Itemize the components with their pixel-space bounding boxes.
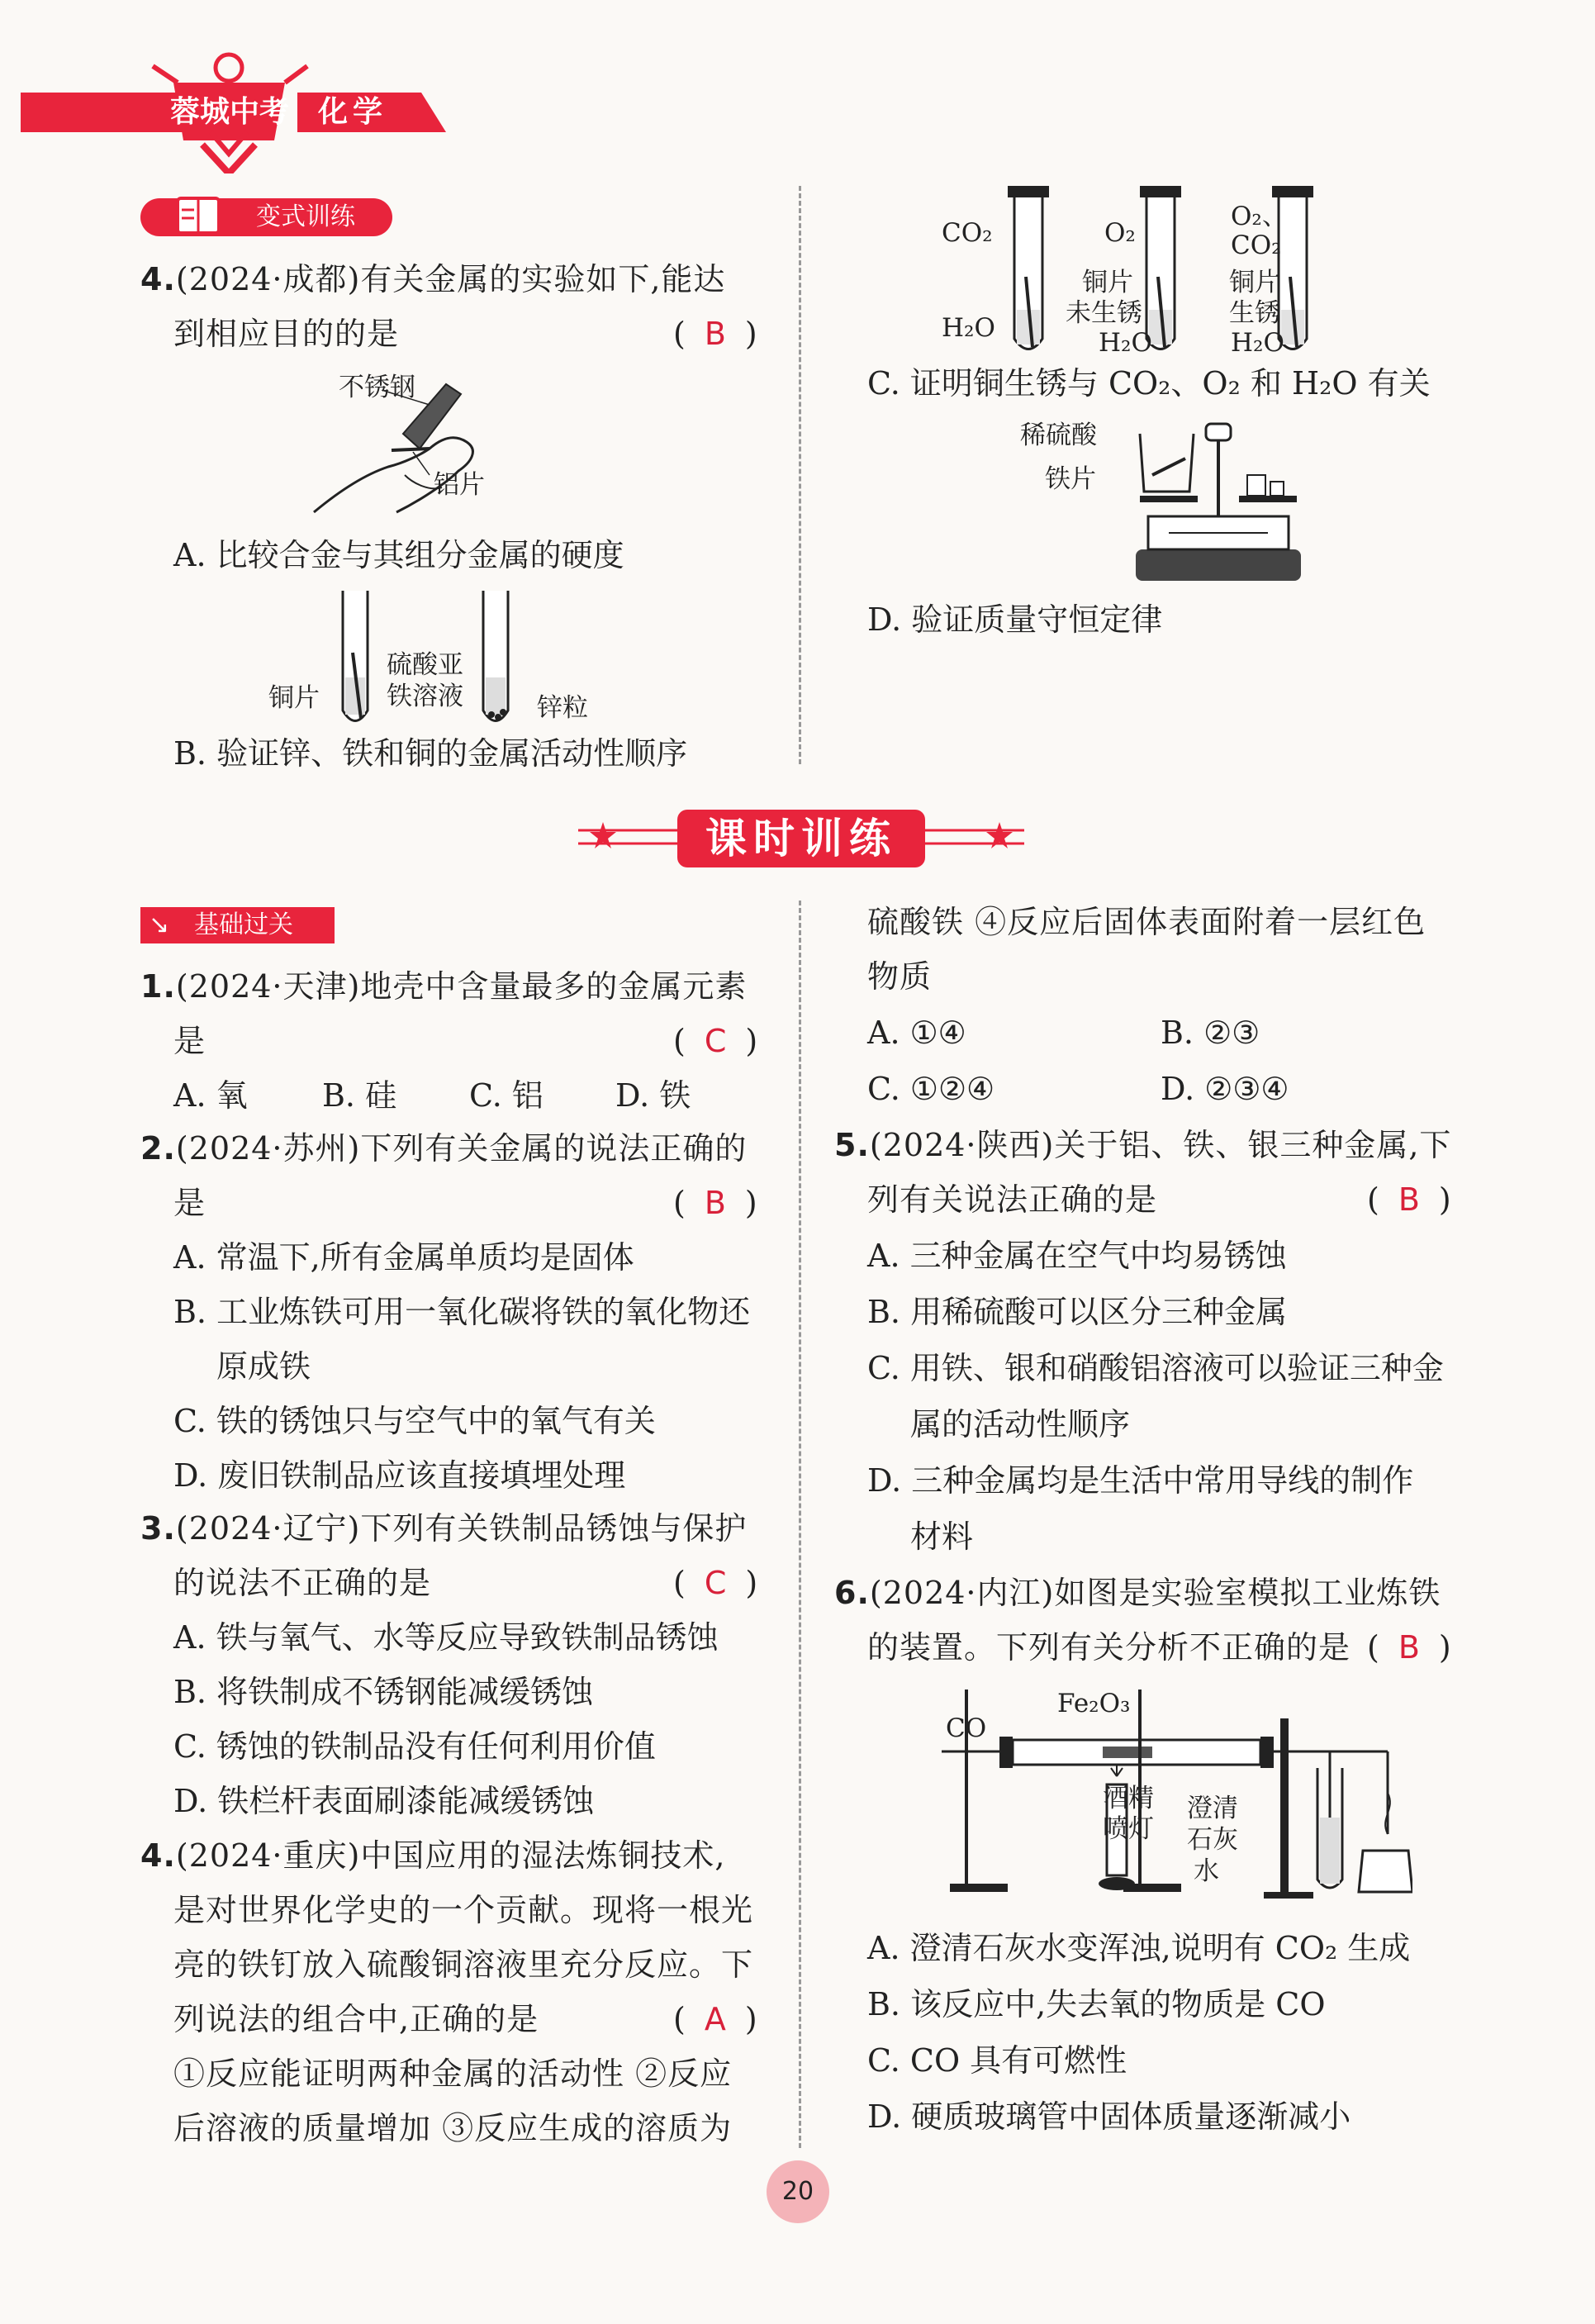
diagC-o2b: O₂、 xyxy=(1231,202,1288,231)
arrow-icon: ↘ xyxy=(149,910,170,939)
lesson-banner-label: 课时训练 xyxy=(705,815,897,863)
q1-option-b: B. 硅 xyxy=(322,1077,397,1114)
q6-answer: B xyxy=(1398,1629,1421,1666)
q1-option-a: A. 氧 xyxy=(173,1077,248,1114)
diagC-norust: 未生锈 xyxy=(1066,298,1142,328)
q4a-answer: B xyxy=(704,316,727,352)
q5-line1: (2024·陕西)关于铝、铁、银三种金属,下 xyxy=(869,1127,1452,1163)
q5-option-a: A. 三种金属在空气中均易锈蚀 xyxy=(867,1238,1287,1274)
q3-answer: C xyxy=(704,1565,728,1601)
q3-option-d: D. 铁栏杆表面刷漆能减缓锈蚀 xyxy=(173,1783,595,1819)
q1-line1: (2024·天津)地壳中含量最多的金属元素 xyxy=(175,968,748,1005)
basic-section-tag xyxy=(140,907,335,943)
q4b-line7: 硫酸铁 ④反应后固体表面附着一层红色 xyxy=(867,904,1426,940)
q3-option-c: C. 锈蚀的铁制品没有任何利用价值 xyxy=(173,1728,656,1765)
q5-option-c1: C. 用铁、银和硝酸铝溶液可以验证三种金 xyxy=(867,1350,1444,1386)
diagB-label-zn: 锌粒 xyxy=(537,693,588,723)
diag6-limewater2: 石灰 xyxy=(1187,1825,1238,1855)
variant-label: 变式训练 xyxy=(256,202,355,231)
q1-line2: 是 xyxy=(173,1023,206,1059)
q4b-line5: ①反应能证明两种金属的活动性 ②反应 xyxy=(173,2055,733,2092)
diagC-o2: O₂ xyxy=(1104,218,1136,248)
q3-number: 3. xyxy=(140,1510,176,1547)
diagC-cu2: 铜片 xyxy=(1082,268,1133,297)
q6-line2: 的装置。下列有关分析不正确的是 xyxy=(867,1629,1351,1666)
q4b-number: 4. xyxy=(140,1837,176,1874)
column-divider-bottom xyxy=(799,901,801,2148)
q5-number: 5. xyxy=(834,1127,870,1163)
diagC-h2o3: H₂O xyxy=(1231,328,1284,358)
q4b-line6: 后溶液的质量增加 ③反应生成的溶质为 xyxy=(173,2110,733,2146)
q4b-line1: (2024·重庆)中国应用的湿法炼铜技术, xyxy=(175,1837,726,1874)
diagB-label-feso4-b: 铁溶液 xyxy=(387,682,463,711)
q2-option-d: D. 废旧铁制品应该直接填埋处理 xyxy=(173,1457,626,1494)
diagC-co2: CO₂ xyxy=(942,218,993,248)
q5-option-d1: D. 三种金属均是生活中常用导线的制作 xyxy=(867,1462,1414,1499)
diagA-label-steel: 不锈钢 xyxy=(339,373,415,402)
q2-option-a: A. 常温下,所有金属单质均是固体 xyxy=(173,1239,634,1276)
diagD-fe: 铁片 xyxy=(1045,464,1096,494)
basic-label: 基础过关 xyxy=(194,910,293,939)
diagC-h2o2: H₂O xyxy=(1099,328,1152,358)
q2-line1: (2024·苏州)下列有关金属的说法正确的 xyxy=(175,1130,748,1167)
book-icon xyxy=(173,193,223,236)
q4b-line3: 亮的铁钉放入硫酸铜溶液里充分反应。下 xyxy=(173,1946,754,1983)
q4a-option-d: D. 验证质量守恒定律 xyxy=(867,601,1163,638)
q5-option-c2: 属的活动性顺序 xyxy=(910,1406,1131,1442)
q2-option-c: C. 铁的锈蚀只与空气中的氧气有关 xyxy=(173,1403,656,1439)
q5-option-b: B. 用稀硫酸可以区分三种金属 xyxy=(867,1294,1288,1330)
q2-number: 2. xyxy=(140,1130,176,1167)
q4b-option-c: C. ①②④ xyxy=(867,1071,995,1107)
diagD-h2so4: 稀硫酸 xyxy=(1020,421,1097,450)
diag6-lamp2: 喷灯 xyxy=(1103,1814,1154,1844)
header-subject: 化学 xyxy=(318,95,388,129)
q4a-line2: 到相应目的的是 xyxy=(173,316,400,352)
q1-option-c: C. 铝 xyxy=(469,1077,544,1114)
q2-line2: 是 xyxy=(173,1185,206,1221)
q5-line2: 列有关说法正确的是 xyxy=(867,1181,1158,1218)
q4a-option-c: C. 证明铜生锈与 CO₂、O₂ 和 H₂O 有关 xyxy=(867,365,1431,402)
diagA-label-al: 铝片 xyxy=(434,470,485,500)
diag6-co: CO xyxy=(946,1713,987,1743)
q4a-number: 4. xyxy=(140,261,176,297)
q3-line1: (2024·辽宁)下列有关铁制品锈蚀与保护 xyxy=(175,1510,748,1547)
q4b-line2: 是对世界化学史的一个贡献。现将一根光 xyxy=(173,1892,754,1928)
q3-option-b: B. 将铁制成不锈钢能减缓锈蚀 xyxy=(173,1674,594,1710)
diag6-limewater1: 澄清 xyxy=(1187,1794,1238,1823)
q1-answer: C xyxy=(704,1023,728,1059)
header-brand: 蓉城中考 xyxy=(169,95,289,129)
q2-option-b2: 原成铁 xyxy=(216,1348,311,1385)
q6-option-a: A. 澄清石灰水变浑浊,说明有 CO₂ 生成 xyxy=(867,1930,1411,1966)
q4a-line1: (2024·成都)有关金属的实验如下,能达 xyxy=(175,261,726,297)
q6-line1: (2024·内江)如图是实验室模拟工业炼铁 xyxy=(869,1575,1441,1611)
diag6-limewater3: 水 xyxy=(1194,1856,1219,1886)
diag6-lamp1: 酒精 xyxy=(1103,1784,1154,1813)
q1-number: 1. xyxy=(140,968,176,1005)
q3-option-a: A. 铁与氧气、水等反应导致铁制品锈蚀 xyxy=(173,1619,719,1656)
q6-option-b: B. 该反应中,失去氧的物质是 CO xyxy=(867,1986,1326,2022)
q4b-line8: 物质 xyxy=(867,958,933,995)
diagC-cu3: 铜片 xyxy=(1229,268,1280,297)
diagC-co2b: CO₂ xyxy=(1231,230,1282,260)
diagC-rust: 生锈 xyxy=(1229,298,1280,328)
q4a-option-a: A. 比较合金与其组分金属的硬度 xyxy=(173,537,624,573)
q6-option-c: C. CO 具有可燃性 xyxy=(867,2042,1127,2079)
q1-option-d: D. 铁 xyxy=(615,1077,691,1114)
q5-option-d2: 材料 xyxy=(910,1518,974,1555)
q5-answer: B xyxy=(1398,1181,1421,1218)
page-header xyxy=(0,50,463,173)
page-number: 20 xyxy=(781,2177,814,2206)
variant-section-tag xyxy=(140,198,392,236)
q4b-option-b: B. ②③ xyxy=(1161,1015,1260,1051)
diagB-label-feso4-a: 硫酸亚 xyxy=(387,650,463,680)
q4b-line4: 列说法的组合中,正确的是 xyxy=(173,2001,539,2037)
q2-answer: B xyxy=(704,1185,727,1221)
diagram-balance xyxy=(1123,417,1313,582)
q2-option-b1: B. 工业炼铁可用一氧化碳将铁的氧化物还 xyxy=(173,1294,751,1330)
q4b-option-a: A. ①④ xyxy=(867,1015,966,1051)
q4a-option-b: B. 验证锌、铁和铜的金属活动性顺序 xyxy=(173,735,688,772)
diagram-three-tubes xyxy=(1008,186,1355,359)
q3-line2: 的说法不正确的是 xyxy=(173,1565,432,1601)
q4b-answer: A xyxy=(704,2001,727,2037)
page-number-badge xyxy=(767,2160,829,2223)
lesson-banner xyxy=(578,806,1024,872)
diagram-iron-smelting xyxy=(942,1685,1412,1908)
q6-option-d: D. 硬质玻璃管中固体质量逐渐减小 xyxy=(867,2098,1351,2135)
q4b-option-d: D. ②③④ xyxy=(1161,1071,1289,1107)
q6-number: 6. xyxy=(834,1575,870,1611)
column-divider-top xyxy=(799,186,801,764)
diagB-label-cu: 铜片 xyxy=(268,683,320,713)
diagC-h2o1: H₂O xyxy=(942,313,995,343)
diag6-fe2o3: Fe₂O₃ xyxy=(1057,1689,1131,1718)
